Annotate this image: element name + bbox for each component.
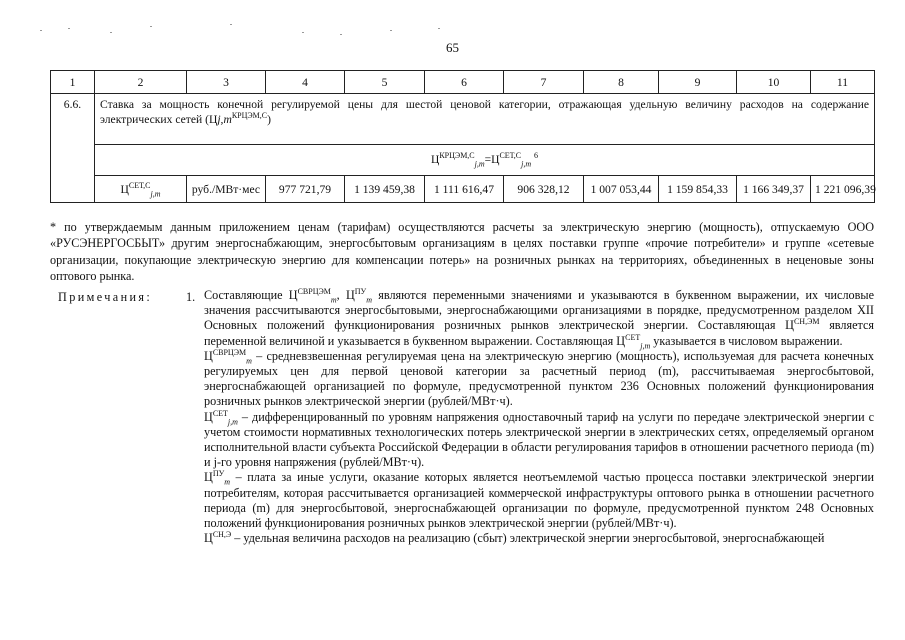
values-row xyxy=(51,176,875,203)
column-header: 10 xyxy=(737,71,811,94)
column-header: 8 xyxy=(584,71,659,94)
formula-equals: =Ц xyxy=(484,154,500,166)
row-description: Ставка за мощность конечной регулируемой цены для шестой ценовой категории, отражающая удельную величину расходов на содержание электрических сетей $(Цj,m^{КРЦЭМ,С})$ xyxy=(95,94,875,145)
column-header: 9 xyxy=(659,71,737,94)
column-header: 1 xyxy=(51,71,95,94)
formula: $Ц^{КРЦЭМ,С}_{j,m}=Ц^{СЕТ,С}_{j,m}$ $^6$ xyxy=(95,145,875,176)
value-cell: 1 007 053,44 xyxy=(584,176,659,203)
page-number: 65 xyxy=(446,40,459,55)
table-row xyxy=(51,94,875,145)
column-header: 5 xyxy=(345,71,425,94)
notes-body xyxy=(204,288,874,546)
note-text: Составляющие Ц xyxy=(204,288,298,302)
column-header: 3 xyxy=(187,71,266,94)
column-header: 11 xyxy=(811,71,875,94)
note-paragraph: $Ц^{СЕТ}_{j,m}$ – дифференцированный по уровням напряжения одноставочный тариф на услуги по передаче электрической энергии с учетом стоимости нормативных технологических потерь электрической энергии в электрических сетях, определяемый органом исполнительной власти субъекта Российской Федерации в области регулирования тарифов в отношении расчетного периода (m) и j-го уровня напряжения (рублей/МВт·ч). xyxy=(204,408,874,470)
note-text: – дифференцированный по уровням напряжения одноставочный тариф на услуги по передаче электрической энергии с учетом стоимости нормативных технологических потерь электрической энергии в электрических сетях, определяемый органом исполнительной власти субъекта Российской Федерации в области регулирования тарифов в отношении расчетного периода (m) и j-го уровня напряжения (рублей/МВт·ч). xyxy=(204,409,874,470)
note-paragraph: $Ц^{СН,Э}$ – удельная величина расходов на реализацию (сбыт) электрической энергии энергосбытовой, энергоснабжающей xyxy=(204,530,825,546)
column-header: 2 xyxy=(95,71,187,94)
note-text: указывается в числовом выражении. xyxy=(650,333,843,348)
formula-symbol: Ц xyxy=(431,154,440,166)
note-text: являются переменными значениями и указываются в буквенном выражении, их числовые значения рассчитываются энергосбытовыми, энергоснабжающими организациями в порядке, предусмотренном разделом XII Основных положений функционирования розничных рынков электрической энергии. Составляющая Ц xyxy=(204,288,874,333)
footnote: * по утверждаемым данным приложением ценам (тарифам) осуществляются расчеты за электрическую энергию (мощность), отпускаемую ООО «РУСЭНЕРГОСБЫТ» другим энергоснабжающим, энергосбытовым организациям в целях поставки группе «прочие потребители» и группе «сетевые организации, покупающие электрическую энергию для компенсации потерь» на розничных рынках на территориях, объединенных в неценовые зоны оптового рынка. xyxy=(50,220,874,284)
formula-footnote-mark: 6 xyxy=(533,151,538,161)
value-cell: 1 111 616,47 xyxy=(425,176,504,203)
note-text: – плата за иные услуги, оказание которых является неотъемлемой частью процесса поставки электрической энергии потребителям, которая рассчитывается организацией коммерческой инфраструктуры оптового рынка в отношении расчетного периода (m) для энергосбытовой, энергоснабжающей организации по формуле, предусмотренной пунктом 248 Основных положений функционирования розничных рынков электрической энергии (рублей/МВт·ч). xyxy=(204,470,874,531)
row-description-text: Ставка за мощность конечной регулируемой цены для шестой ценовой категории, отражающая удельную величину расходов на содержание электрических сетей (Ц xyxy=(100,98,869,126)
column-header: 4 xyxy=(266,71,345,94)
values-unit: руб./МВт·мес xyxy=(187,176,266,203)
value-cell: 977 721,79 xyxy=(266,176,345,203)
note-paragraph: $Ц^{ПУ}_m$ – плата за иные услуги, оказание которых является неотъемлемой частью процесса поставки электрической энергии потребителям, которая рассчитывается организацией коммерческой инфраструктуры оптового рынка в отношении расчетного периода (m) для энергосбытовой, энергоснабжающей организации по формуле, предусмотренной пунктом 248 Основных положений функционирования розничных рынков электрической энергии (рублей/МВт·ч). xyxy=(204,469,874,531)
column-header: 7 xyxy=(504,71,584,94)
rates-table xyxy=(50,70,875,203)
value-cell: 1 221 096,39 xyxy=(811,176,875,203)
values-symbol: $Ц^{СЕТ,С}_{j,m}$ xyxy=(95,176,187,203)
column-header: 6 xyxy=(425,71,504,94)
values-symbol-text: Ц xyxy=(120,182,129,196)
formula-row xyxy=(51,145,875,176)
value-cell: 1 159 854,33 xyxy=(659,176,737,203)
table-header-row xyxy=(51,71,875,94)
notes-number: 1. xyxy=(186,290,196,304)
note-text: является переменной величиной и указывается в буквенном выражении. Составляющая Ц xyxy=(204,318,874,348)
value-cell: 1 139 459,38 xyxy=(345,176,425,203)
note-paragraph: Составляющие $Ц^{СВРЦЭМ}_m$, $Ц^{ПУ}_m$ являются переменными значениями и указываются в буквенном выражении, их числовые значения рассчитываются энергосбытовыми, энергоснабжающими организациями в порядке, предусмотренном разделом XII Основных положений функционирования розничных рынков электрической энергии. Составляющая $Ц^{СН,ЭМ}$ является переменной величиной и указывается в буквенном выражении. Составляющая $Ц^{СЕТ}_{j,m}$ указывается в числовом выражении. xyxy=(204,286,874,351)
value-cell: 1 166 349,37 xyxy=(737,176,811,203)
note-paragraph: $Ц^{СВРЦЭМ}_m$ – средневзвешенная регулируемая цена на электрическую энергию (мощность), используемая для расчета конечных регулируемых цен для первой ценовой категории за расчетный период (m), рассчитываемая энергосбытовой, энергоснабжающей организацией по формуле, предусмотренной пунктом 236 Основных положений функционирования розничных рынков электрической энергии (рублей/МВт·ч). xyxy=(204,347,874,409)
row-number: 6.6. xyxy=(51,94,95,203)
value-cell: 906 328,12 xyxy=(504,176,584,203)
note-text: – средневзвешенная регулируемая цена на электрическую энергию (мощность), используемая для расчета конечных регулируемых цен для первой ценовой категории за расчетный период (m), рассчитываемая энергосбытовой, энергоснабжающей организацией по формуле, предусмотренной пунктом 236 Основных положений функционирования розничных рынков электрической энергии (рублей/МВт·ч). xyxy=(204,348,874,409)
notes-label: Примечания: xyxy=(58,290,153,304)
note-text: – удельная величина расходов на реализацию (сбыт) электрической энергии энергосбытовой, энергоснабжающей xyxy=(231,531,825,546)
